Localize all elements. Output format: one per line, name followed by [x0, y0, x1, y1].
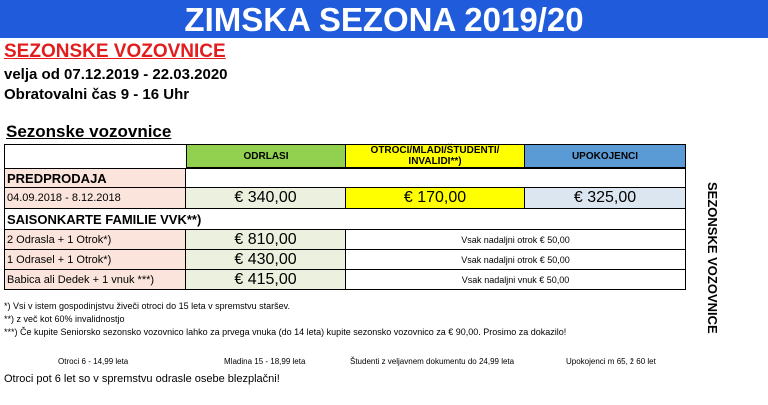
family-label: SAISONKARTE FAMILIE VVK**): [4, 208, 686, 230]
footnote: **) z več kot 60% invalidnostjo: [4, 314, 125, 324]
header-children: OTROCI/MLADI/ŠTUDENTI/ INVALIDI**): [345, 144, 525, 168]
age-category-youth: Mladina 15 - 18,99 leta: [224, 357, 306, 366]
side-label: SEZONSKE VOZOVNICE: [705, 182, 720, 334]
family-row-price: € 415,00: [185, 269, 346, 290]
family-row-label: 2 Odrasla + 1 Otrok*): [4, 229, 186, 250]
family-row-price: € 430,00: [185, 249, 346, 270]
footnote: ***) Če kupite Seniorsko sezonsko vozovnico lahko za prvega vnuka (do 14 leta) kupite sezonsko vozovnico za € 90,00. Prosimo za dokazilo!: [4, 327, 567, 337]
family-row-label: Babica ali Dedek + 1 vnuk ***): [4, 269, 186, 290]
presale-adults-price: € 340,00: [185, 187, 346, 209]
presale-empty: [185, 168, 686, 188]
free-children-note: Otroci pot 6 let so v spremstvu odrasle osebe blezplačni!: [4, 373, 280, 385]
section-title: Sezonske vozovnice: [6, 122, 172, 141]
presale-seniors-price: € 325,00: [524, 187, 686, 209]
age-category-children: Otroci 6 - 14,99 leta: [58, 357, 129, 366]
validity-text: velja od 07.12.2019 - 22.03.2020: [4, 66, 228, 83]
family-row-note: Vsak nadaljni otrok € 50,00: [345, 229, 686, 250]
presale-children-price: € 170,00: [345, 187, 525, 209]
family-row-price: € 810,00: [185, 229, 346, 250]
header-adults: ODRLASI: [186, 144, 346, 168]
age-category-students: Študenti z veljavnem dokumentu do 24,99 leta: [350, 357, 515, 366]
page-title: ZIMSKA SEZONA 2019/20: [0, 0, 768, 38]
footnote: *) Vsi v istem gospodinjstvu živeči otroci do 15 leta v spremstvu staršev.: [4, 301, 290, 311]
subtitle: SEZONSKE VOZOVNICE: [4, 41, 226, 62]
family-row-label: 1 Odrasel + 1 Otrok*): [4, 249, 186, 270]
presale-label: PREDPRODAJA: [4, 168, 186, 188]
presale-period: 04.09.2018 - 8.12.2018: [4, 187, 186, 209]
age-category-seniors: Upokojenci m 65, ž 60 let: [566, 357, 656, 366]
family-row-note: Vsak nadaljni otrok € 50,00: [345, 249, 686, 270]
hours-text: Obratovalni čas 9 - 16 Uhr: [4, 86, 190, 103]
header-seniors: UPOKOJENCI: [524, 144, 686, 168]
family-row-note: Vsak nadaljni vnuk € 50,00: [345, 269, 686, 290]
